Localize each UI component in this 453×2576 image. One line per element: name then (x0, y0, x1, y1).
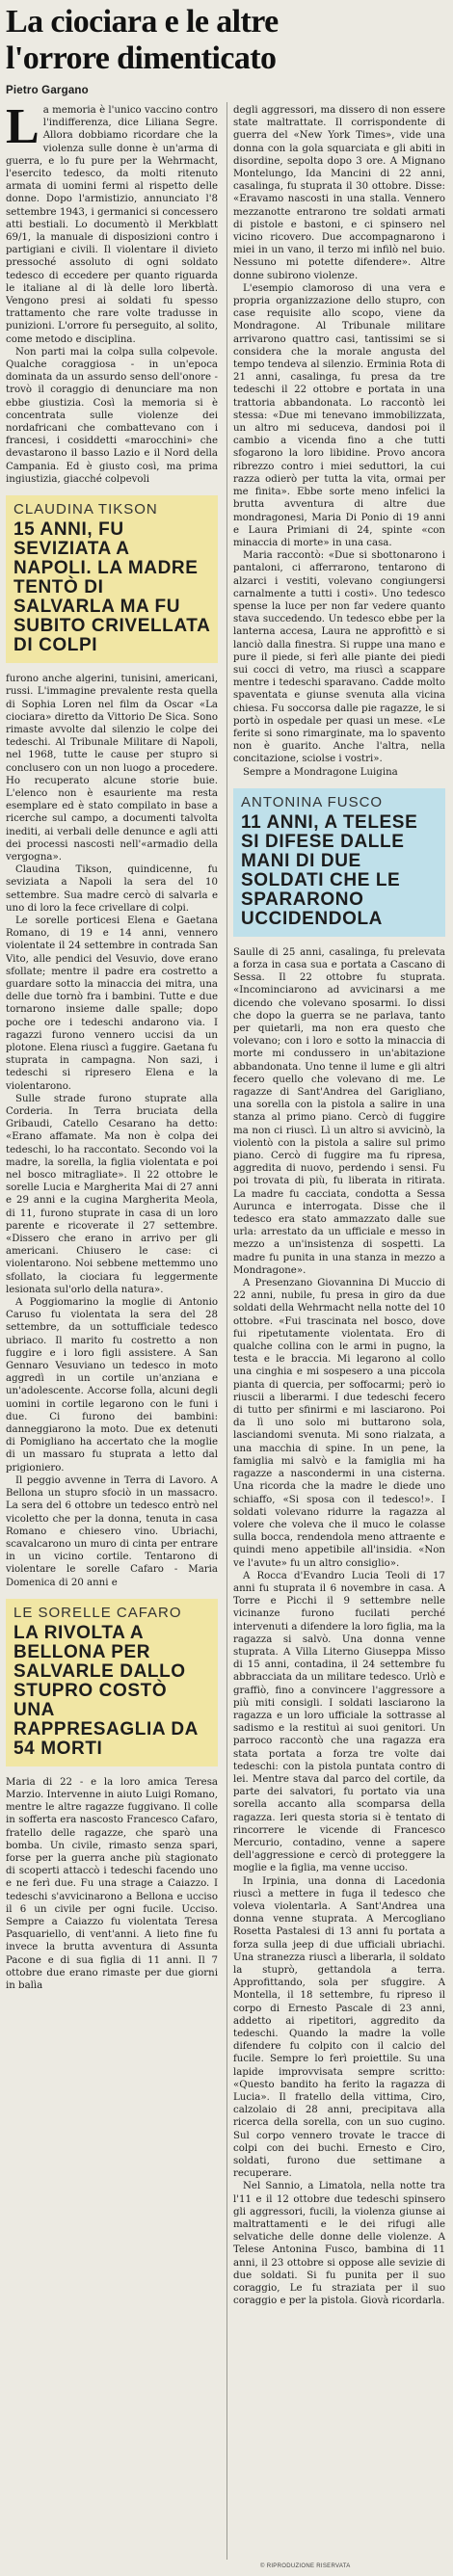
body-paragraph: Sempre a Mondragone Luigina (243, 766, 398, 778)
body-paragraph: furono anche algerini, tunisini, americani, russi. L'immagine prevalente resta quella di Sophia Loren nel film da Oscar «La ciociara» diretto da Vittorio De Sica. Sono rimaste avvolte dal silenzio le colpe dei tedeschi. Al Tribunale Militare di Napoli, nel 1968, tutte le cause per stupro si conclusero con un non luogo a procedere. Ho recuperato alcune storie buie. L'elenco non è esauriente ma resta esemplare ed è stato compilato in base a ricerche sul campo, a documenti talvolta inediti, ai verbali delle denunce e agli atti dei processi nascosti nell'«armadio della vergogna». (6, 674, 218, 863)
body-paragraph: In Irpinia, una donna di Lacedonia riuscì a mettere in fuga il tedesco che voleva violentarla. A Sant'Andrea una donna venne stuprata. A Mercogliano Rosetta Pastalesi di 13 anni fu portata a forza sulla jeep di due ufficiali ubriachi. Una stranezza riuscì a liberarla, il soldato la stuprò, gettandola a terra. Approfittando, sola per sfuggire. A Montella, il 18 settembre, fu ripreso il corpo di Ernesto Pascale di 23 anni, addetto ai ripetitori, aggredito da tedeschi. Quando la madre la volle difendere fu colpito con il calcio del fucile. Sempre lo ferì proiettile. Su una lapide improvvisata sempre scritto: «Questo bandito ha ferito la ragazza di Lucia». Il fratello della vittima, Ciro, calzolaio di 28 anni, precipitava alla ricerca della sorella, con un suo cugino. Sul corpo vennero trovate le tracce di colpi con dei buchi. Ernesto e Ciro, soldati, furono due settimane a recuperare. (233, 1875, 445, 2180)
callout-antonina-fusco (233, 788, 445, 937)
left-column (6, 104, 218, 2571)
body-paragraph: Il peggio avvenne in Terra di Lavoro. A Bellona un stupro sfociò in un massacro. La sera del 6 ottobre un tedesco entrò nel vicoletto che per la donna, tenuta in casa Romano e chiesero vino. Ubriachi, scavalcarono un muro di cinta per entrare in un vicino cortile. Tentarono di violentare le sorelle Cafaro - Maria Domenica di 20 anni e (6, 1474, 218, 1588)
callout-deck: 15 ANNI, FU SEVIZIATA A NAPOLI. LA MADRE TENTÒ DI SALVARLA MA FU SUBITO CRIVELLATA DI COLPI (13, 519, 210, 656)
body-paragraph: A Presenzano Giovannina Di Muccio di 22 anni, nubile, fu presa in giro da due soldati della Wehrmacht nella notte del 10 ottobre. «Fui trascinata nel bosco, dove fui ripetutamente violentata. Ero di qualche collina con le armi in pugno, la testa e le braccia. Mi legarono al collo una cinghia e mi sospesero a una piccola pianta di quercia, per soffocarmi; però io riuscii a liberarmi. I due tedeschi fecero di tutto per sfinirmi e mi lasciarono. Poi da lì uno solo mi buttarono sola, lasciandomi svenuta. Mi sono rialzata, a una macchia di spine. In un pene, la famiglia mi salvò e la famiglia mi ha ragazze a nascondermi in una cisterna. Una ricorda che la madre le diede uno schiaffo, «Si sposa con il tedesco!». I soldati volevano ridurre la ragazza al volere che voleva che il muco le colasse sulla bocca, rendendola meno attraente e quindi meno appetibile all'insidia. «Non ve l'avute» fu un altro consiglio». (233, 1278, 445, 1569)
intro-paragraph-2: Non parti mai la colpa sulla colpevole. Qualche coraggiosa - in un'epoca dominata da un assurdo senso dell'onore - trovò il coraggio di denunciare ma non ebbe giustizia. Così la memoria si è concentrata sulle violenze dei nordafricani che combattevano con i francesi, i cosiddetti «marocchini» che devastarono il basso Lazio e il Nord della Campania. Ed è giusto così, ma prima ingiustizia, giacché colpevoli (6, 346, 218, 485)
callout-name: CLAUDINA TIKSON (13, 501, 158, 518)
intro-paragraph-1: La memoria è l'unico vaccino contro l'indifferenza, dice Liliana Segre. Allora dobbiamo ricordare che la violenza sulle donne è un'arma di guerra, e lo fu pure per la Wehrmacht, l'esercito tedesco, da molti ritenuto armata di uomini fermi al rispetto delle donne. Dopo l'armistizio, annunciato l'8 settembre 1943, i germanici si concessero atti bestiali. Lo documentò il Merkblatt 69/1, la manuale di disposizioni contro i partigiani e civili. Il violentare il divieto pressoché assoluto di ogni soldato tedesco di eccedere per quanto riguarda le italiane al di là delle loro libertà. Vengono presi ai soldati fu spesso trattamento che rare volte tradusse in punizioni. L'orrore fu perseguito, al solito, come metodo e disciplina. (6, 104, 218, 345)
body-paragraph: Maria raccontò: «Due si sbottonarono i pantaloni, ci afferrarono, tentarono di alzarci i vestiti, volevano congiungersi carnalmente a tutti i costi». Uno tedesco spense la luce per non far vedere quanto stava succedendo. Un tedesco ebbe per la lanterna accesa, Laura ne approfittò e si lanciò dalla finestra. Si ruppe una mano e pure il piede, si ferì alle piante dei piedi sui cocci di vetro, ma riuscì a scappare mentre i tedeschi sparavano. Cadde molto spaventata e giunse svenuta alla vicina chiesa. Fu soccorsa dalle pie ragazze, le si portò in ospedale per quasi un mese. «Le ferite si sono rimarginate, ma lo spavento non è guarito. Anche l'altra, nella concitazione, sciolse i vostri». (233, 550, 445, 765)
body-paragraph: Sulle strade furono stuprate alla Corderia. In Terra bruciata della Gribaudi, Catello Cesarano ha detto: «Erano affamate. Ma non è colpa dei tedeschi, lo ha raccontato. Secondo voi la madre, la sorella, la figlia violentata e poi nel bosco mitragliate». Il 22 ottobre le sorelle Lucia e Margherita Mai di 27 anni e 29 anni e la cugina Margherita Meola, di 11, furono stuprate in casa di un loro parente e ricoverate il 27 settembre. «Dissero che erano in arrivo per gli americani. Chiusero le case: ci violentarono. Noi sebbene mettemmo uno sfollato, la ciociara fu leggermente lesionata sul'orlo della natura». (6, 1093, 218, 1295)
body-paragraph: Maria di 22 - e la loro amica Teresa Marzio. Intervenne in aiuto Luigi Romano, mentre le altre ragazze fuggivano. Il colle in sofferta era nascosto Francesco Cafaro, fratello delle ragazze, che sparò una bomba. Un civile, rimasto senza spari, forse per la guerra anche più stagionato di scoperti attaccò i tedeschi facendo uno e ne ferì due. Fu una strage a Caiazzo. I tedeschi s'avvicinarono a Bellona e ucciso il 6 un civile per ogni fucile. Ucciso. Sempre a Caiazzo fu violentata Teresa Pasquariello, di vent'anni. A lieto fine fu invece la brutta avventura di Assunta Pacone e di sua figlia di 11 anni. Il 7 ottobre due erano rimaste per due giorni in balìa (6, 1776, 218, 1991)
body-paragraph: A Rocca d'Evandro Lucia Teoli di 17 anni fu stuprata il 6 novembre in casa. A Torre e Picchi il 9 settembre nelle vicinanze furono fucilati perché intervenuti a difendere la loro figlia, ma la ragazza si salvò. Una donna venne stuprata. A Villa Literno Giuseppa Misso di 15 anni, contadina, il 24 settembre fu abbracciata da un militare tedesco. Urlò e graffiò, fino a convincere l'aggressore a più miti consigli. I soldati lasciarono la ragazza e un loro ufficiale la sottrasse al sadismo e la restituì ai suoi genitori. Un parroco raccontò che una ragazza era stata portata a forza tre volte dai tedeschi: con la pistola puntata contro di lei. Mentre stava dal parco del cortile, da parte dei salvatori, fu portato via una sorella accanto alla scomparsa della ragazza. Ieri questa storia si è tentato di rincorrere le vicende di Francesco Mercurio, contadino, venne a sapere dell'aggressione e cercò di proteggere la moglie e la figlia, ma venne ucciso. (233, 1570, 445, 1874)
headline-line-2: l'orrore dimenticato (6, 40, 277, 76)
article-headline (6, 4, 449, 77)
body-paragraph: Le sorelle porticesi Elena e Gaetana Romano, di 19 e 14 anni, vennero violentate il 24 settembre in contrada San Vito, alle pendici del Vesuvio, dove erano sfollate; mentre il padre era costretto a guardare sotto la minaccia dei mitra, una delle due tornò fra i bambini. Tutte e due tornarono insieme dalle spalle; dopo poche ore i tedeschi andarono via. I ragazzi furono vennero uccisi da un plotone. Elena riuscì a fuggire. Gaetana fu stuprata in campagna. Non sazi, i tedeschi si ripresero Elena e la violentarono. (6, 915, 218, 1092)
body-paragraph: A Poggiomarino la moglie di Antonio Caruso fu violentata la sera del 28 settembre, da un sottufficiale tedesco ubriaco. Il marito fu costretto a non fuggire e i loro figli assistere. A San Gennaro Vesuviano un tedesco in moto aggredì in un cortile un'anziana e un'adolescente. Accorse folla, alcuni degli uomini in cortile legarono con le funi i due. Ci furono dei bambini: danneggiarono la moto. Due ex detenuti di Pomigliano ha accertato che la moglie di un massaro fu stuprata a letto dal prigioniero. (6, 1297, 218, 1474)
body-paragraph: Claudina Tikson, quindicenne, fu seviziata a Napoli la sera del 10 settembre. Sua madre cercò di salvarla e uno di loro la fece crivellare di colpi. (6, 864, 218, 914)
body-paragraph: degli aggressori, ma dissero di non essere state maltrattate. Il corrispondente di guerra del «New York Times», vide una donna con la gola squarciata e gli abiti in disordine, sepolta dopo 3 ore. A Mignano Montelungo, Ida Mancini di 22 anni, casalinga, fu stuprata il 30 ottobre. Disse: «Eravamo nascosti in una stalla. Vennero mezzanotte entrarono tre soldati armati di pistole e bastoni, e ci spinsero nel vicino ricovero. Due accompagnarono i miei in un vano, il terzo mi infilò nel buio. Nessuno mi potette difendere». Altre donne subirono violenze. (233, 105, 445, 281)
callout-name: ANTONINA FUSCO (241, 793, 384, 810)
column-divider (226, 102, 227, 2560)
drop-cap: L (6, 104, 40, 154)
callout-name: LE SORELLE CAFARO (13, 1604, 182, 1621)
body-paragraph: Nel Sannio, a Limatola, nella notte tra l'11 e il 12 ottobre due tedeschi spinsero gli aggressori, fucili, la violenza giunse ai maltrattamenti e le dei rifugi alle selvatiche delle donne delle violenze. A Telese Antonina Fusco, bambina di 11 anni, il 23 ottobre si oppose alle sevizie di due soldati. Si fu punita per il suo coraggio, Le fu straziata per il suo coraggio e per la pistola. Giovà ricordarla. (233, 2181, 445, 2307)
callout-deck: LA RIVOLTA A BELLONA PER SALVARLE DALLO STUPRO COSTÒ UNA RAPPRESAGLIA DA 54 MORTI (13, 1622, 199, 1759)
callout-sorelle-cafaro (6, 1599, 218, 1766)
body-paragraph: Saulle di 25 anni, casalinga, fu prelevata a forza in casa sua e portata a Cascano di Sessa. Il 22 ottobre fu stuprata. «Incominciarono ad avvicinarsi a me dicendo che volevano sposarmi. Io dissi che dopo la guerra se ne parlava, tanto per quietarli, ma non era questo che volevano; con i loro e sotto la minaccia di morte mi condussero in un'abitazione abbandonata. Uno tenne il lume e gli altri fecero quello che volevano di me. Le ragazze di Sant'Andrea del Garigliano, una sorella con la pistola a salire in una stanza al primo piano. Cercò di fuggire ma non ci riuscì. Lì un altro si avvicinò, la violentò con la pistola a salire sul primo piano. Cercò di fuggire ma fu ripresa, aggredita di nuovo, perdendo i sensi. Fu poi trovata di più, fu liberata in ritirata. La madre fu cacciata, condotta a Sessa Aurunca e interrogata. Disse che il tedesco era stato ammazzato dalle sue urla: arrestato da un ufficiale e messo in mezzo a un'insistenza di sospetti. La madre fu punita in una stanza in mezzo a Mondragone». (233, 946, 445, 1276)
copyright-note: © RIPRODUZIONE RISERVATA (260, 2563, 351, 2569)
body-paragraph: L'esempio clamoroso di una vera e propria organizzazione dello stupro, con case requisite allo scopo, viene da Mondragone. Al Tribunale militare arrivarono quattro casi, tantissimi se si considera che la morale angusta del tempo tendeva al silenzio. Erminia Rota di 21 anni, casalinga, fu presa da tre tedeschi il 22 ottobre e portata in una trattoria abbandonata. Lo raccontò lei stessa: «Due mi tenevano immobilizzata, un altro mi seduceva, dandosi poi il cambio a vicenda fino a che tutti sfogarono la loro libidine. Provo ancora ribrezzo contro i miei seduttori, la cui razza odierò per tutta la vita, ormai per me finita». Ebbe sorte meno infelici la brutta avventura di altre due mondragonesi, Maria Di Ponio di 19 anni e Laura Primiani di 24, spinte «con minaccia di morte» in una casa. (233, 282, 445, 548)
callout-deck: 11 ANNI, A TELESE SI DIFESE DALLE MANI DI DUE SOLDATI CHE LE SPARARONO UCCIDENDOLA (241, 811, 418, 929)
article-author: Pietro Gargano (6, 85, 89, 96)
headline-line-1: La ciociara e le altre (6, 4, 279, 40)
callout-claudina-tikson (6, 495, 218, 663)
right-column (233, 104, 445, 2571)
